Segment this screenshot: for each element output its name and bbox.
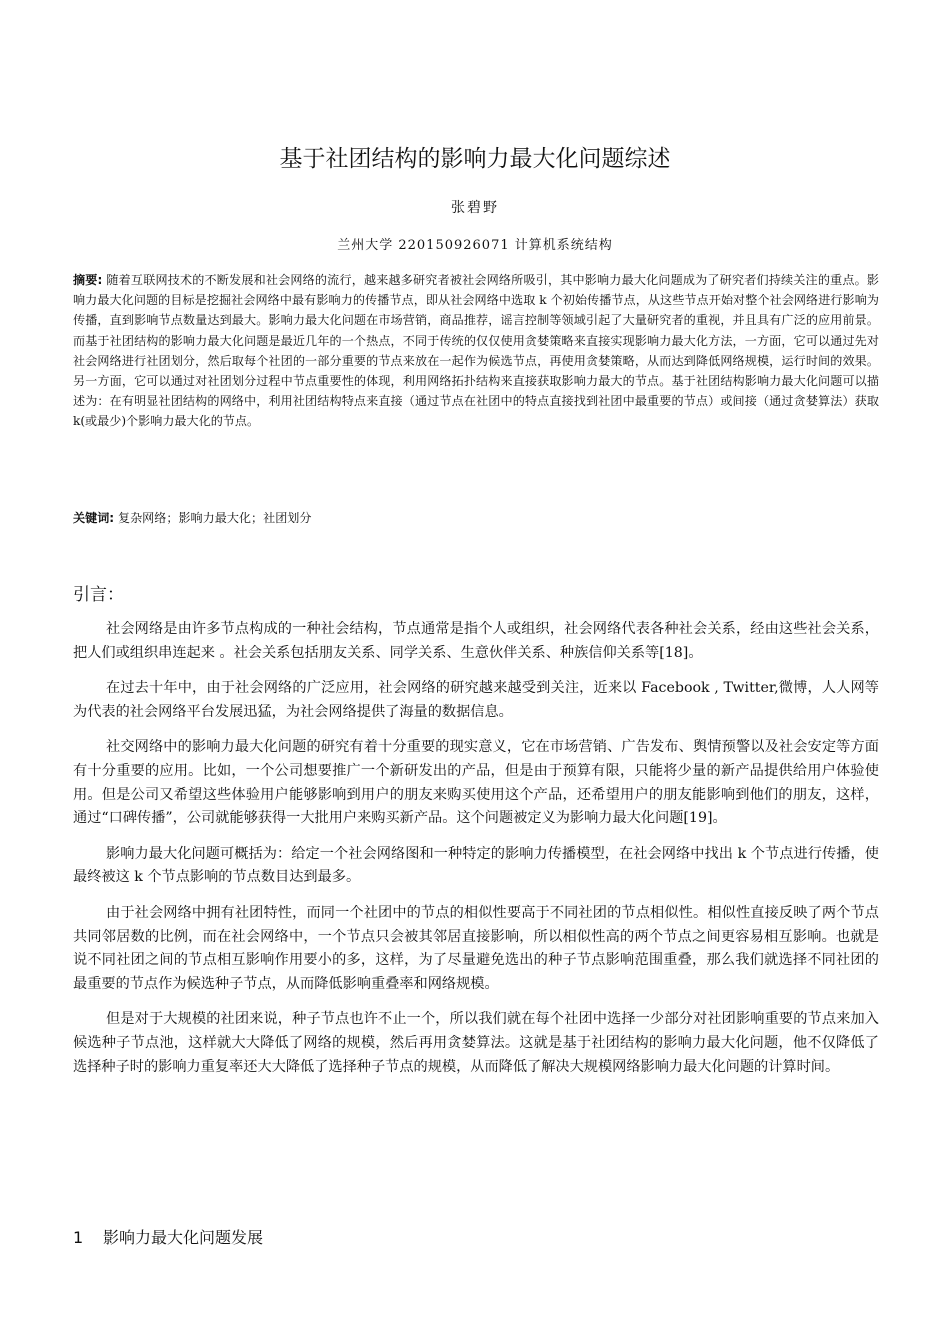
abstract-text: 随着互联网技术的不断发展和社会网络的流行，越来越多研究者被社会网络所吸引，其中影响力最大化问题成为了研究者们持续关注的重点。影响力最大化问题的目标是挖掘社会网络中最有影响力的传播节点，即从社会网络中选取 k 个初始传播节点，从这些节点开始对整个社会网络进行影响为传播，直到影响节点数量达到最大。影响力最大化问题在市场营销，商品推荐，谣言控制等领域引起了大量研究者的重视，并且具有广泛的应用前景。而基于社团结构的影响力最大化问题是最近几年的一个热点，不同于传统的仅仅使用贪婪策略来直接实现影响力最大化方法，一方面，它可以通过先对社会网络进行社团划分，然后取每个社团的一部分重要的节点来放在一起作为候选节点，再使用贪婪策略，从而达到降低网络规模，运行时间的效果。另一方面，它可以通过对社团划分过程中节点重要性的体现，利用网络拓扑结构来直接获取影响力最大的节点。基于社团结构影响力最大化问题可以描述为：在有明显社团结构的网络中，利用社团结构特点来直接（通过节点在社团中的特点直接找到社团中最重要的节点）或间接（通过贪婪算法）获取 k(或最少)个影响力最大化的节点。: [73, 273, 879, 429]
abstract-label: 摘要:: [73, 273, 103, 287]
author-affiliation: 兰州大学 220150926071 计算机系统结构: [337, 238, 613, 253]
paragraph: 在过去十年中，由于社会网络的广泛应用，社会网络的研究越来越受到关注，近来以 Facebook , Twitter,微博，人人网等为代表的社会网络平台发展迅猛，为社会网络提供了海量的数据信息。: [73, 680, 879, 720]
section-heading: [73, 1225, 263, 1248]
paragraph: 社会网络是由许多节点构成的一种社会结构，节点通常是指个人或组织，社会网络代表各种社会关系，经由这些社会关系，把人们或组织串连起来 。社会关系包括朋友关系、同学关系、生意伙伴关系、种族信仰关系等[18]。: [73, 621, 879, 661]
keywords-text: 复杂网络；影响力最大化；社团划分: [114, 511, 312, 525]
paragraph: 但是对于大规模的社团来说，种子节点也许不止一个，所以我们就在每个社团中选择一少部分对社团影响重要的节点来加入候选种子节点池，这样就大大降低了网络的规模，然后再用贪婪算法。这就是基于社团结构的影响力最大化问题，他不仅降低了选择种子时的影响力重复率还大大降低了选择种子节点的规模，从而降低了解决大规模网络影响力最大化问题的计算时间。: [73, 1011, 879, 1075]
paper-title: 基于社团结构的影响力最大化问题综述: [279, 146, 671, 172]
intro-heading: 引言：: [73, 585, 124, 605]
paragraph: 影响力最大化问题可概括为：给定一个社会网络图和一种特定的影响力传播模型，在社会网络中找出 k 个节点进行传播，使最终被这 k 个节点影响的节点数目达到最多。: [73, 845, 879, 886]
paragraph: 由于社会网络中拥有社团特性，而同一个社团中的节点的相似性要高于不同社团的节点相似性。相似性直接反映了两个节点共同邻居数的比例，而在社会网络中，一个节点只会被其邻居直接影响，所以相似性高的两个节点之间更容易相互影响。也就是说不同社团之间的节点相互影响作用要小的多，这样，为了尽量避免选出的种子节点影响范围重叠，那么我们就选择不同社团的最重要的节点作为候选种子节点，从而降低影响重叠率和网络规模。: [73, 904, 879, 992]
section-number: 1: [73, 1228, 84, 1247]
keywords: [73, 509, 879, 526]
keywords-label: 关键词:: [73, 511, 115, 525]
section-title: 影响力最大化问题发展: [103, 1228, 264, 1247]
abstract: [73, 270, 879, 432]
intro-body: [73, 618, 879, 1091]
author-name: 张碧野: [451, 200, 499, 216]
paragraph: 社交网络中的影响力最大化问题的研究有着十分重要的现实意义，它在市场营销、广告发布、舆情预警以及社会安定等方面有十分重要的应用。比如，一个公司想要推广一个新研发出的产品，但是由于预算有限，只能将少量的新产品提供给用户体验使用。但是公司又希望这些体验用户能够影响到用户的朋友来购买使用这个产品，还希望用户的朋友能影响到他们的朋友，这样，通过“口碑传播”，公司就能够获得一大批用户来购买新产品。这个问题被定义为影响力最大化问题[19]。: [73, 739, 879, 827]
